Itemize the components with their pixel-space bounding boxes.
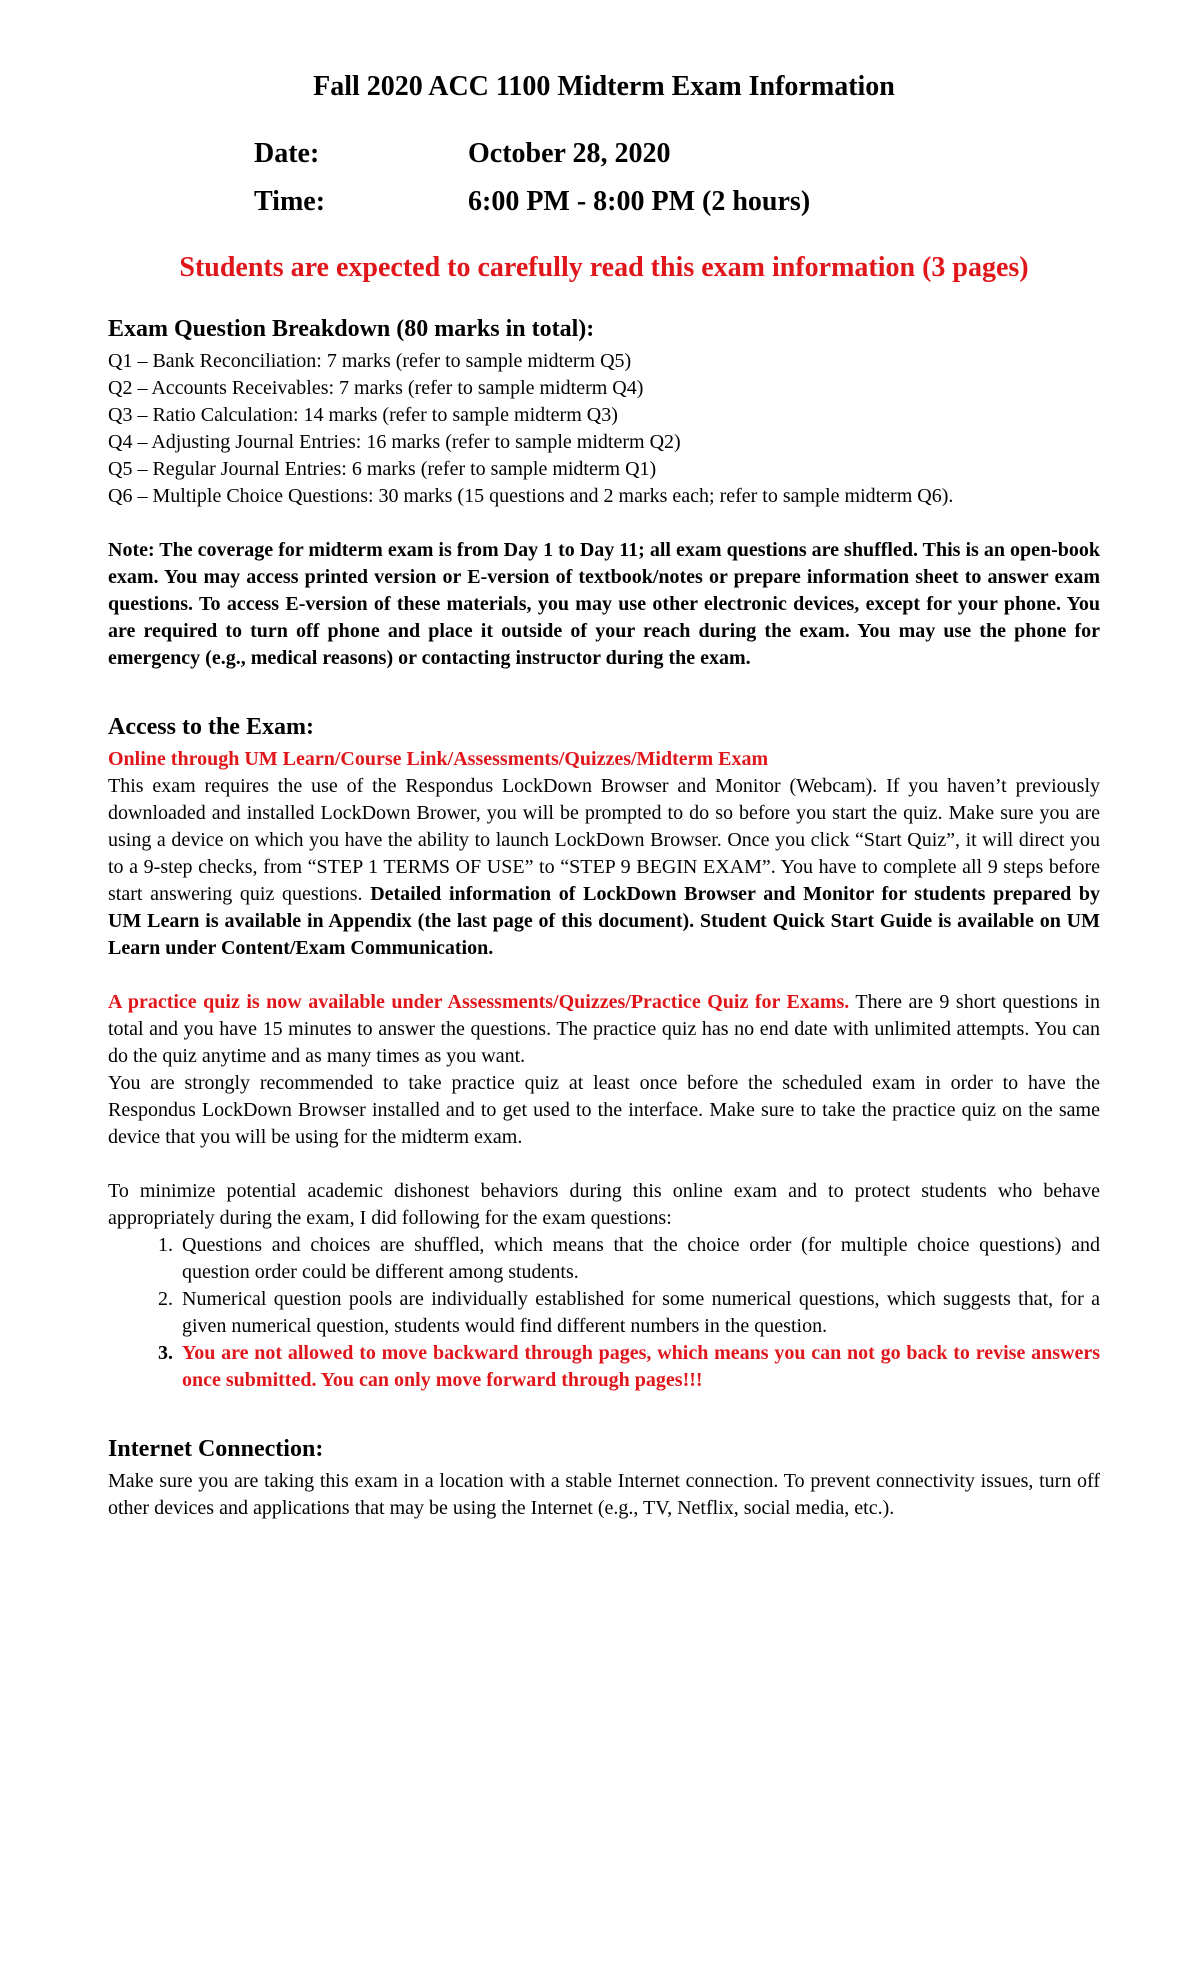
spacer — [108, 510, 1100, 537]
breakdown-item: Q6 – Multiple Choice Questions: 30 marks (15 questions and 2 marks each; refer to sample midterm Q6). — [108, 484, 954, 507]
internet-paragraph: Make sure you are taking this exam in a location with a stable Internet connection. To prevent connectivity issues, turn off other devices and applications that may be using the Internet (e.g., TV, Netflix, social media, etc.). — [108, 1469, 1100, 1519]
breakdown-item: Q5 – Regular Journal Entries: 6 marks (refer to sample midterm Q1) — [108, 457, 657, 480]
lockdown-paragraph — [108, 773, 1100, 962]
measures-list — [108, 1232, 1100, 1394]
breakdown-item: Q2 – Accounts Receivables: 7 marks (refer to sample midterm Q4) — [108, 376, 644, 399]
internet-heading: Internet Connection: — [108, 1435, 324, 1462]
spacer — [108, 962, 1100, 989]
time-row — [254, 178, 1100, 226]
recommend-paragraph: You are strongly recommended to take practice quiz at least once before the scheduled exam in order to have the Respondus LockDown Browser installed and to get used to the interface. Make sure to take the practice quiz on the same device that you will be using for the midterm exam. — [108, 1071, 1100, 1148]
minimize-paragraph: To minimize potential academic dishonest behaviors during this online exam and to protect students who behave appropriately during the exam, I did following for the exam questions: — [108, 1179, 1100, 1229]
date-label: Date: — [254, 137, 320, 169]
time-value: 6:00 PM - 8:00 PM (2 hours) — [468, 185, 811, 217]
breakdown-item: Q3 – Ratio Calculation: 14 marks (refer to sample midterm Q3) — [108, 403, 618, 426]
read-warning: Students are expected to carefully read this exam information (3 pages) — [179, 251, 1029, 283]
breakdown-item: Q4 – Adjusting Journal Entries: 16 marks (refer to sample midterm Q2) — [108, 430, 681, 453]
exam-note: Note: The coverage for midterm exam is from Day 1 to Day 11; all exam questions are shuffled. This is an open-book exam. You may access printed version or E-version of textbook/notes or prepare information sheet to answer exam questions. To access E-version of these materials, you may use other electronic devices, except for your phone. You are required to turn off phone and place it outside of your reach during the exam. You may use the phone for emergency (e.g., medical reasons) or contacting instructor during the exam. — [108, 538, 1100, 669]
lockdown-appendix-note: Detailed information of LockDown Browser and Monitor for students prepared by UM Learn is available in Appendix (the last page of this document). Student Quick Start Guide is available on UM Learn under Content/Exam Communication. — [108, 882, 1101, 959]
measure-item: 3. You are not allowed to move backward through pages, which means you can not go back to revise answers once submitted. You can only move forward through pages!!! — [178, 1340, 1100, 1394]
practice-paragraph — [108, 989, 1100, 1070]
practice-quiz-notice: A practice quiz is now available under Assessments/Quizzes/Practice Quiz for Exams. — [108, 990, 850, 1013]
access-path: Online through UM Learn/Course Link/Assessments/Quizzes/Midterm Exam — [108, 747, 769, 770]
practice-quiz-text: There are 9 short questions in total and you have 15 minutes to answer the questions. The practice quiz has no end date with unlimited attempts. You can do the quiz anytime and as many times as you want. — [108, 990, 1101, 1067]
spacer — [108, 1394, 1100, 1434]
measure-item: 1. Questions and choices are shuffled, which means that the choice order (for multiple choice questions) and question order could be different among students. — [178, 1232, 1100, 1286]
spacer — [108, 672, 1100, 712]
date-value: October 28, 2020 — [468, 137, 671, 169]
lockdown-text: This exam requires the use of the Respondus LockDown Browser and Monitor (Webcam). If you haven’t previously downloaded and installed LockDown Brower, you will be prompted to do so before you start the quiz. Make sure you are using a device on which you have the ability to launch LockDown Browser. Once you click “Start Quiz”, it will direct you to a 9-step checks, from “STEP 1 TERMS OF USE” to “STEP 9 BEGIN EXAM”. You have to complete all 9 steps before start answering quiz questions. — [108, 774, 1100, 905]
time-label: Time: — [254, 185, 326, 217]
document-title: Fall 2020 ACC 1100 Midterm Exam Information — [313, 71, 895, 102]
breakdown-list — [108, 348, 1100, 510]
access-heading: Access to the Exam: — [108, 713, 314, 740]
date-row — [254, 130, 1100, 178]
spacer — [108, 1151, 1100, 1178]
breakdown-heading: Exam Question Breakdown (80 marks in total): — [108, 315, 595, 342]
breakdown-item: Q1 – Bank Reconciliation: 7 marks (refer to sample midterm Q5) — [108, 349, 632, 372]
measure-item: 2. Numerical question pools are individually established for some numerical questions, which suggests that, for a given numerical question, students would find different numbers in the question. — [178, 1286, 1100, 1340]
